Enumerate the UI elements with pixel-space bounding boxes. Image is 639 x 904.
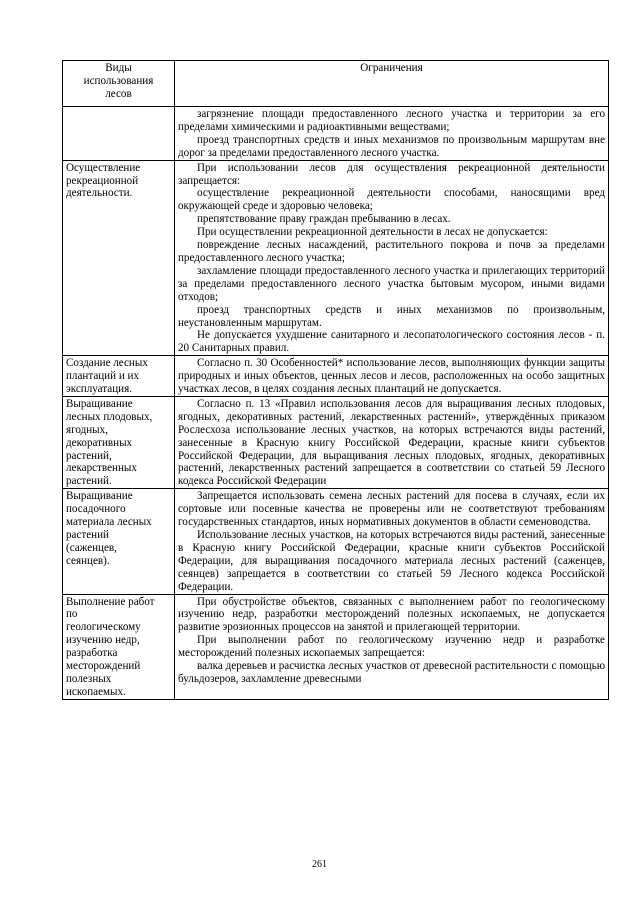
restrictions-cell: [175, 489, 609, 594]
restriction-paragraph: повреждение лесных насаждений, растительного покрова и почв за пределами предоставленного лесного участка;: [178, 239, 605, 264]
usage-kind-line: (саженцев,: [66, 541, 117, 554]
usage-kind-cell: [63, 160, 175, 356]
usage-kind-cell: [63, 489, 175, 594]
usage-kind-line: деятельности.: [66, 187, 133, 200]
usage-kind-line: эксплуатация.: [66, 383, 132, 396]
restriction-paragraph: Согласно п. 13 «Правил использования лесов для выращивания лесных плодовых, ягодных, декоративных растений, лекарственных растений», утверждённых приказом Рослесхоза использование лесных участков, на которых встречаются виды растений, занесенные в Красную книгу Российской Федерации, красные книги субъектов Российской Федерации, для выращивания лесных плодовых, ягодных, декоративных растений, лекарственных растений запрещается в соответствии со статьей 59 Лесного кодекса Российской Федерации: [178, 397, 605, 488]
usage-kind-line: полезных: [66, 672, 112, 685]
restriction-paragraph: Не допускается ухудшение санитарного и лесопатологического состояния лесов - п. 20 Санитарных правил.: [178, 329, 605, 355]
header-kind-cell: [63, 61, 175, 107]
restriction-paragraph: Запрещается использовать семена лесных растений для посева в случаях, если их сортовые или посевные качества не проверены или не соответствуют требованиям государственных стандартов, иных нормативных документов в области семеноводства.: [178, 490, 605, 529]
table-row: [63, 489, 609, 594]
restrictions-table: [62, 60, 609, 700]
table-row: [63, 594, 609, 699]
restriction-paragraph: загрязнение площади предоставленного лесного участка и территории за его пределами химическими и радиоактивными веществами;: [178, 108, 605, 133]
header-kind-line: лесов: [105, 87, 132, 100]
usage-kind-line: Создание лесных: [66, 357, 148, 370]
table-row: [63, 396, 609, 488]
usage-kind-line: геологическому: [66, 621, 141, 634]
table-header-row: [63, 61, 609, 107]
restrictions-cell: [175, 396, 609, 488]
usage-kind-line: декоративных: [66, 436, 133, 449]
usage-kind-cell: [63, 107, 175, 161]
usage-kind-line: Осуществление: [66, 161, 141, 174]
table-row: [63, 160, 609, 356]
restrictions-cell: [175, 107, 609, 161]
header-restrictions-cell: Ограничения: [175, 61, 609, 107]
restriction-paragraph: захламление площади предоставленного лесного участка и прилегающих территорий за пределами предоставленного лесного участка бытовым мусором, иными видами отходов;: [178, 264, 605, 303]
header-kind-line: использования: [83, 74, 154, 87]
usage-kind-cell: [63, 396, 175, 488]
restriction-paragraph: Согласно п. 30 Особенностей* использование лесов, выполняющих функции защиты природных и иных объектов, ценных лесов и лесов, расположенных на особо защитных участках лесов, в целях создания лесных плантаций не допускается.: [178, 357, 605, 396]
usage-kind-line: изучению недр,: [66, 634, 140, 647]
usage-kind-line: растений.: [66, 475, 112, 488]
usage-kind-line: Выращивание: [66, 490, 133, 503]
restriction-paragraph: валка деревьев и расчистка лесных участков от древесной растительности с помощью бульдозеров, захламление древесными: [178, 660, 605, 685]
usage-kind-line: по: [66, 608, 78, 621]
usage-kind-line: лекарственных: [66, 462, 137, 475]
restrictions-cell: [175, 356, 609, 397]
usage-kind-line: разработка: [66, 647, 118, 660]
usage-kind-line: лесных плодовых,: [66, 410, 153, 423]
usage-kind-line: сеянцев).: [66, 554, 110, 567]
header-kind-line: Виды: [105, 62, 132, 74]
usage-kind-line: месторождений: [66, 660, 141, 673]
usage-kind-line: ягодных,: [66, 423, 108, 436]
usage-kind-line: материала лесных: [66, 516, 152, 529]
usage-kind-line: посадочного: [66, 503, 126, 516]
table-row: [63, 107, 609, 161]
restriction-paragraph: Использование лесных участков, на которых встречаются виды растений, занесенные в Красную книгу Российской Федерации, красные книги субъектов Российской Федерации, для выращивания посадочного материала лесных растений (саженцев, сеянцев) запрещается в соответствии со статьей 59 Лесного кодекса Российской Федерации.: [178, 529, 605, 593]
restriction-paragraph: При осуществлении рекреационной деятельности в лесах не допускается:: [197, 226, 548, 239]
usage-kind-line: растений,: [66, 449, 112, 462]
restriction-paragraph: При выполнении работ по геологическому изучению недр и разработке месторождений полезных ископаемых запрещается:: [178, 634, 605, 660]
restrictions-cell: [175, 594, 609, 699]
usage-kind-line: Выращивание: [66, 397, 133, 410]
usage-kind-cell: [63, 594, 175, 699]
usage-kind-cell: [63, 356, 175, 397]
restriction-paragraph: осуществление рекреационной деятельности способами, наносящими вред окружающей среде и здоровью человека;: [178, 187, 605, 213]
restriction-paragraph: проезд транспортных средств и иных механизмов по произвольным, неустановленным маршрутам.: [178, 303, 605, 329]
usage-kind-line: ископаемых.: [66, 685, 126, 698]
restriction-paragraph: препятствование праву граждан пребыванию в лесах.: [197, 213, 451, 226]
usage-kind-line: Выполнение работ: [66, 595, 155, 608]
restriction-paragraph: При обустройстве объектов, связанных с выполнением работ по геологическому изучению недр, разработки месторождений полезных ископаемых, не допускается развитие эрозионных процессов на занятой и прилегающей территории.: [178, 595, 605, 634]
page-number: 261: [312, 859, 327, 870]
usage-kind-line: растений: [66, 529, 109, 541]
restrictions-cell: [175, 160, 609, 356]
usage-kind-line: рекреационной: [66, 174, 139, 187]
table-row: [63, 356, 609, 397]
usage-kind-line: плантаций и их: [66, 370, 140, 383]
restriction-paragraph: При использовании лесов для осуществления рекреационной деятельности запрещается:: [178, 161, 605, 187]
restriction-paragraph: проезд транспортных средств и иных механизмов по произвольным маршрутам вне дорог за пределами предоставленного лесного участка.: [178, 133, 605, 159]
